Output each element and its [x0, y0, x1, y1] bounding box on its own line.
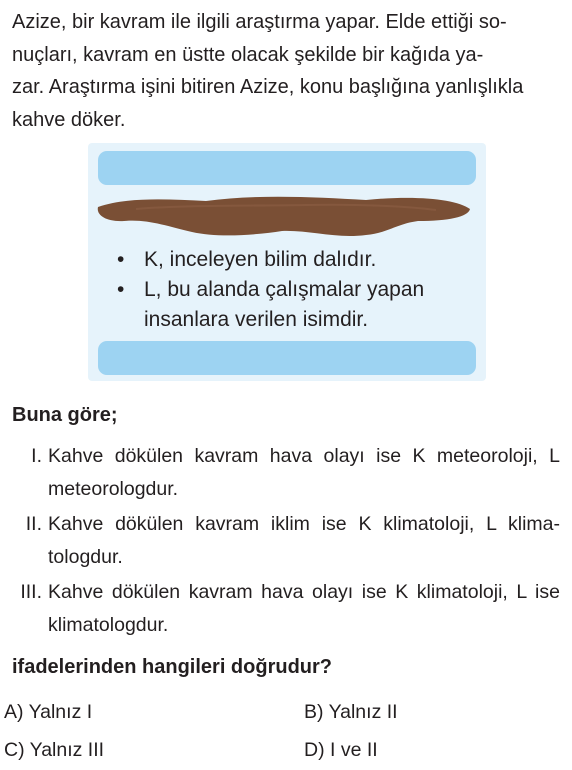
- question-lead: Buna göre;: [12, 404, 118, 426]
- card-bottom-band: [98, 341, 476, 375]
- intro-line-3: zar. Araştırma işini bitiren Azize, konu başlığına yanlışlıkla: [12, 76, 524, 98]
- intro-line-1: Azize, bir kavram ile ilgili araştırma yapar. Elde ettiği so-: [12, 11, 507, 33]
- card-top-band: [98, 151, 476, 185]
- card-bullet-text: K, inceleyen bilim dalıdır.: [144, 248, 377, 271]
- intro-line-4: kahve döker.: [12, 108, 126, 131]
- coffee-stain: [96, 191, 472, 241]
- question-tail: ifadelerinden hangileri doğrudur?: [12, 656, 333, 678]
- statement-number: III.: [20, 581, 42, 603]
- statement-item: [12, 576, 560, 642]
- statement-text: Kahve dökülen kavram hava olayı ise K klimatoloji, L ise klimatologdur.: [48, 581, 560, 636]
- statement-list: [12, 440, 560, 644]
- intro-paragraph: [12, 6, 560, 136]
- coffee-stain-shape: [98, 197, 470, 236]
- intro-line-2: nuçları, kavram en üstte olacak şekilde bir kağıda ya-: [12, 43, 484, 66]
- option-b[interactable]: B) Yalnız II: [304, 701, 398, 723]
- card-bullet-item: [114, 275, 486, 335]
- card-bullet-list: [114, 245, 486, 335]
- option-c[interactable]: C) Yalnız III: [4, 739, 105, 761]
- statement-number: II.: [25, 513, 42, 535]
- option-d[interactable]: D) I ve II: [304, 739, 378, 761]
- statement-text: Kahve dökülen kavram hava olayı ise K meteoroloji, L meteorologdur.: [48, 445, 560, 500]
- statement-item: [12, 440, 560, 506]
- statement-number: I.: [31, 445, 42, 467]
- bullet-dot: •: [117, 278, 125, 301]
- card-bullet-text: L, bu alanda çalışmalar yapan insanlara verilen isimdir.: [144, 278, 425, 331]
- statement-item: [12, 508, 560, 574]
- statement-text: Kahve dökülen kavram iklim ise K klimatoloji, L klima-tologdur.: [48, 513, 560, 568]
- option-a[interactable]: A) Yalnız I: [4, 701, 93, 723]
- bullet-dot: •: [117, 248, 125, 271]
- card-bullet-item: [114, 245, 486, 275]
- note-card: [88, 143, 486, 381]
